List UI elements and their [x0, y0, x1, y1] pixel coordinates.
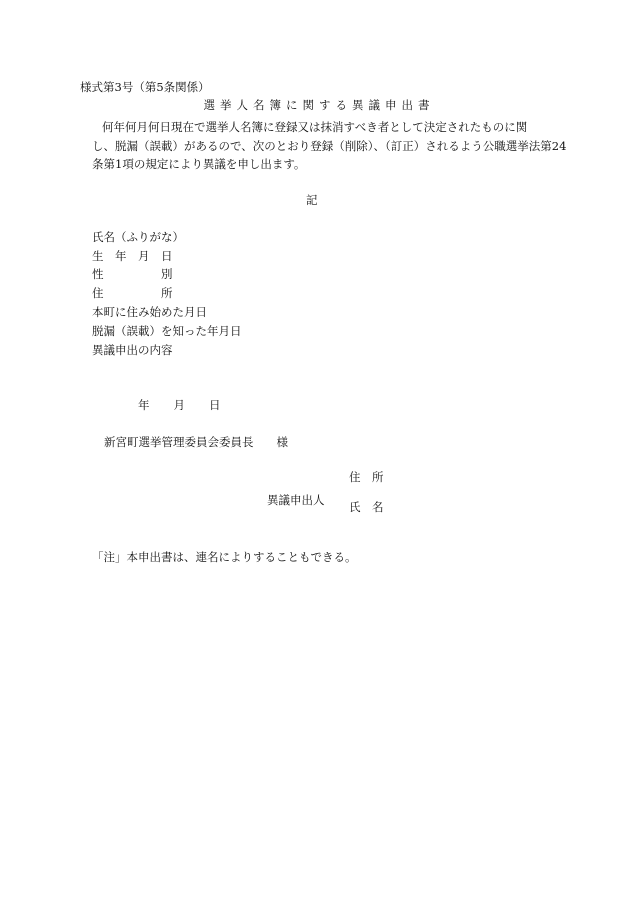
body-text-line: 条第1項の規定により異議を申し出ます。: [92, 157, 306, 171]
addressee: 新宮町選挙管理委員会委員長 様: [104, 435, 288, 449]
petitioner-address-label: 住 所: [349, 470, 384, 484]
petitioner-label: 異議申出人: [267, 493, 325, 507]
field-address: 住 所: [92, 286, 173, 300]
date-year-label: 年: [138, 398, 150, 412]
field-objection-content: 異議申出の内容: [92, 343, 173, 357]
date-month-label: 月: [173, 398, 185, 412]
date-line: [138, 400, 221, 412]
petitioner-name-label: 氏 名: [349, 500, 384, 514]
field-residence-start: 本町に住み始めた月日: [92, 305, 207, 319]
body-text-line: し、脱漏（誤載）があるので、次のとおり登録（削除）、（訂正）されるよう公職選挙法第24: [92, 139, 567, 153]
field-discovery-date: 脱漏（誤載）を知った年月日: [92, 324, 242, 338]
date-day-label: 日: [209, 398, 221, 412]
document-title: 選挙人名簿に関する異議申出書: [203, 98, 435, 112]
body-text-line: 何年何月何日現在で選挙人名簿に登録又は抹消すべき者として決定されたものに関: [102, 120, 528, 134]
field-birthdate: 生 年 月 日: [92, 249, 173, 263]
footnote: 「注」本申出書は、連名によりすることもできる。: [92, 550, 357, 564]
field-name-furigana: 氏名（ふりがな）: [92, 230, 184, 244]
field-gender: 性 別: [92, 267, 173, 281]
form-number: 様式第3号（第5条関係）: [80, 80, 210, 94]
ki-marker: 記: [306, 193, 318, 207]
